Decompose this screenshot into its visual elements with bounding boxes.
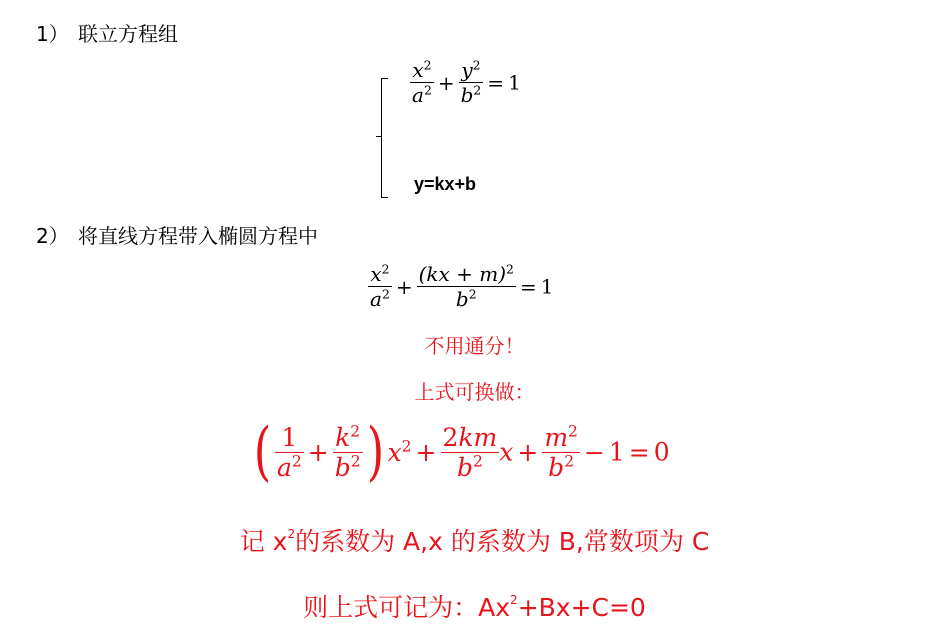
step-number: 2） (36, 224, 69, 248)
system-brace (381, 78, 388, 198)
note-rewrite: 上式可换做： (414, 380, 535, 404)
coefficient-definition: 记 $x^2$的系数为 A,x 的系数为 B,常数项为 C (239, 527, 710, 556)
note-no-common-denominator: 不用通分！ (424, 334, 525, 358)
step-1-heading (36, 18, 178, 47)
ellipse-equation: $\frac{x^2}{a^2}$ + $\frac{y^2}{b^2}$ = 1 (412, 57, 521, 107)
step-text: 将直线方程带入椭圆方程中 (78, 224, 318, 248)
system-brace-tick (376, 136, 382, 137)
step-text: 联立方程组 (78, 22, 178, 46)
step-number: 1） (36, 22, 69, 46)
quadratic-equation: ( $\frac{1}{a^2}$ + $\frac{k^2}{b^2}$ ) $x^2$ + $\frac{2km}{b^2}$ x + $\frac{m^2}{b^2}$ − 1 = 0 (253, 415, 670, 489)
step-2-heading (36, 220, 318, 249)
line-equation: y=kx+b (414, 174, 477, 194)
final-form: 则上式可记为：$Ax^2+Bx+C=0$ (303, 593, 646, 622)
substituted-equation: $\frac{x^2}{a^2}$ + $\frac{(kx + m)^2}{b^2}$ = 1 (370, 261, 554, 311)
